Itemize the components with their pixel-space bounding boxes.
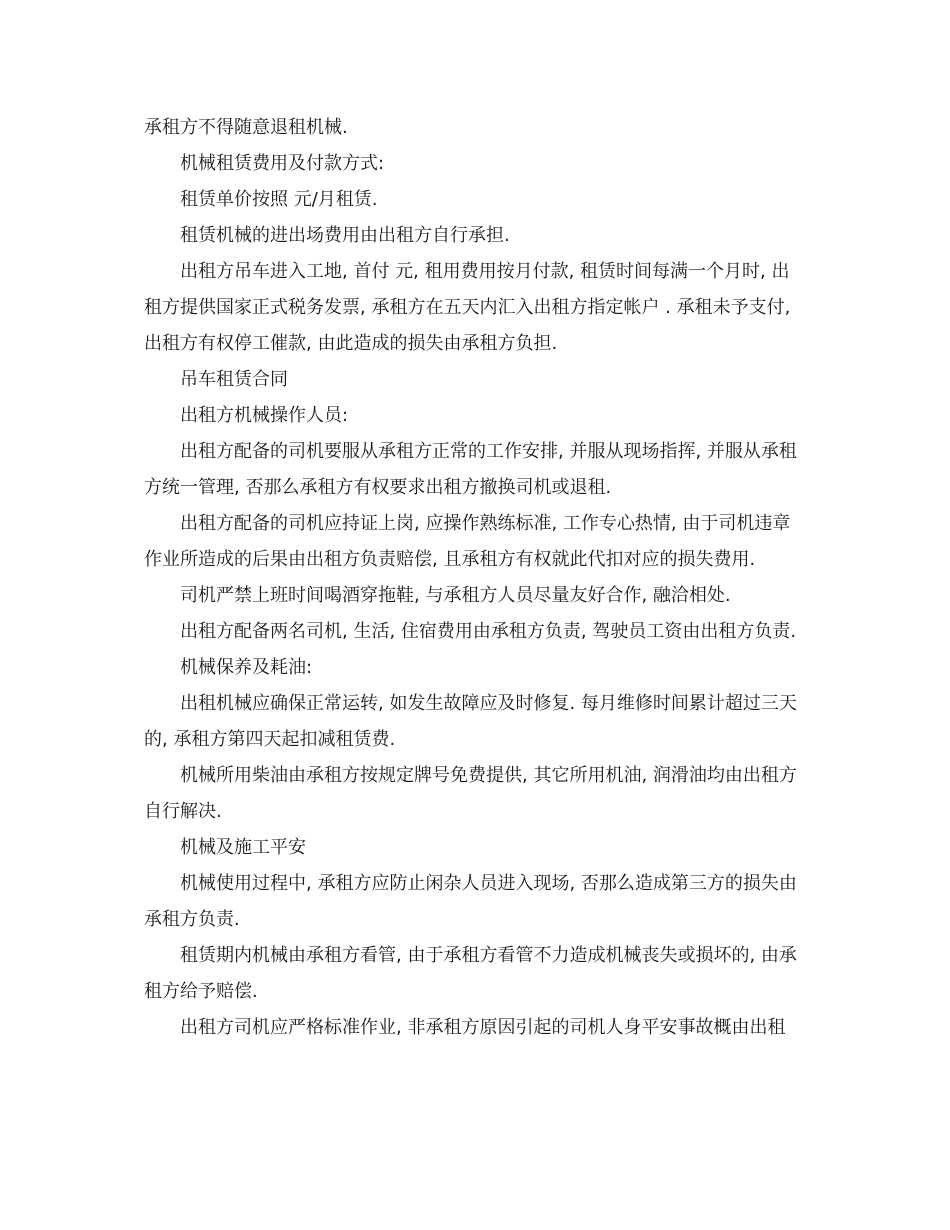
paragraph-14: 机械所用柴油由承租方按规定牌号免费提供, 其它所用机油, 润滑油均由出租方自行解决. [144,765,797,822]
paragraph-8: 出租方配备的司机要服从承租方正常的工作安排, 并服从现场指挥, 并服从承租方统一管理, 否那么承租方有权要求出租方撤换司机或退租. [144,441,797,498]
paragraph-5: 出租方吊车进入工地, 首付 元, 租用费用按月付款, 租赁时间每满一个月时, 出租方提供国家正式税务发票, 承租方在五天内汇入出租方指定帐户 . 承租未予支付, 出租方有权停工催款, 由此造成的损失由承租方负担. [144,261,791,354]
paragraph-9: 出租方配备的司机应持证上岗, 应操作熟练标准, 工作专心热情, 由于司机违章作业所造成的后果由出租方负责赔偿, 且承租方有权就此代扣对应的损失费用. [144,513,791,570]
paragraph-16: 机械使用过程中, 承租方应防止闲杂人员进入现场, 否那么造成第三方的损失由承租方负责. [144,873,797,930]
paragraph-11: 出租方配备两名司机, 生活, 住宿费用由承租方负责, 驾驶员工资由出租方负责. [180,621,797,642]
paragraph-10: 司机严禁上班时间喝酒穿拖鞋, 与承租方人员尽量友好合作, 融洽相处. [180,585,731,606]
paragraph-1: 承租方不得随意退租机械. [144,117,348,138]
paragraph-6-heading: 吊车租赁合同 [180,369,288,390]
paragraph-4: 租赁机械的进出场费用由出租方自行承担. [180,225,510,246]
paragraph-2: 机械租赁费用及付款方式: [180,153,385,174]
paragraph-3: 租赁单价按照 元/月租赁. [180,189,378,210]
document-body [144,110,806,1046]
paragraph-17: 租赁期内机械由承租方看管, 由于承租方看管不力造成机械丧失或损坏的, 由承租方给予赔偿. [144,945,797,1002]
paragraph-12: 机械保养及耗油: [180,657,313,678]
paragraph-15: 机械及施工平安 [180,837,306,858]
paragraph-13: 出租机械应确保正常运转, 如发生故障应及时修复. 每月维修时间累计超过三天的, 承租方第四天起扣减租赁费. [144,693,797,750]
paragraph-18: 出租方司机应严格标准作业, 非承租方原因引起的司机人身平安事故概由出租 [180,1017,786,1038]
paragraph-7: 出租方机械操作人员: [180,405,349,426]
